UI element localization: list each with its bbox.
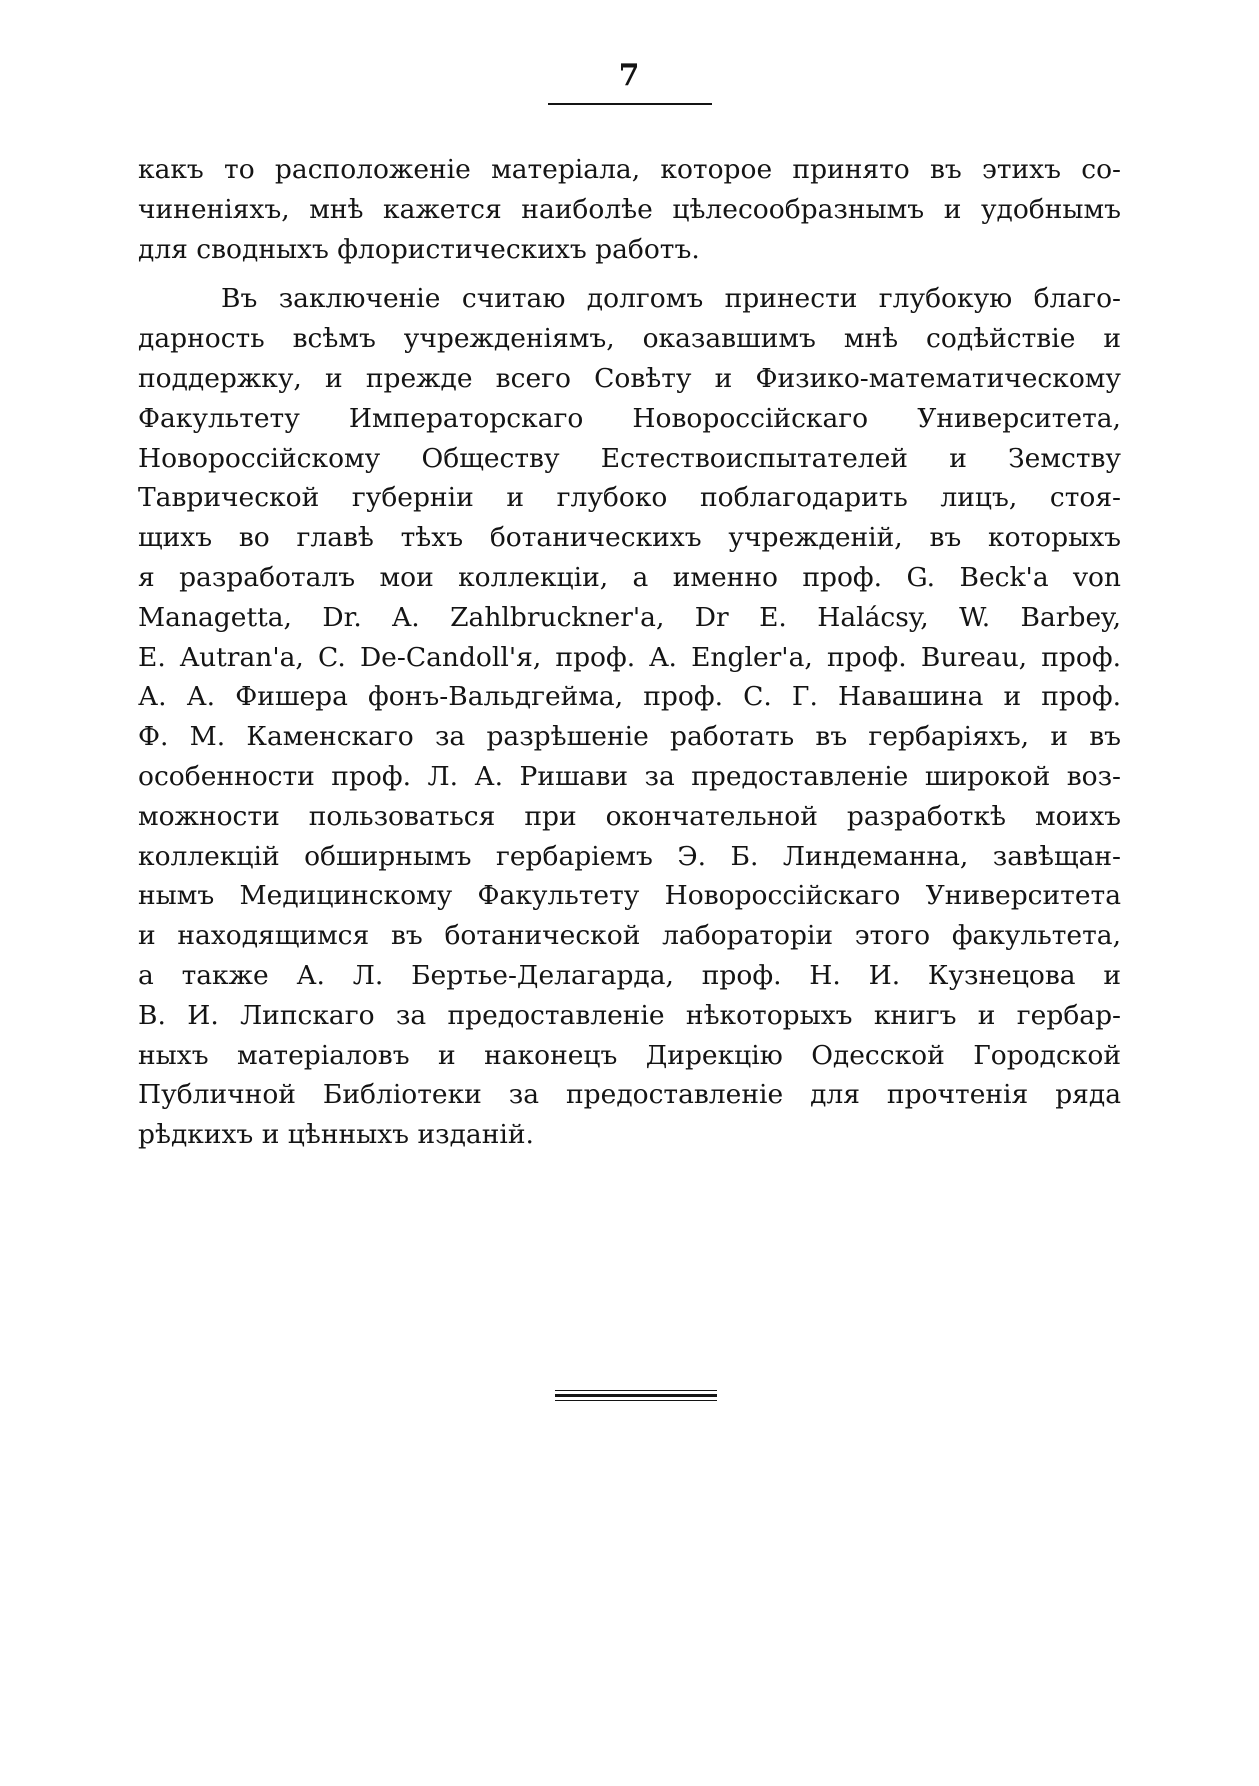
text-line: Публичной Библіотеки за предоставленіе для прочтенія ряда — [138, 1079, 1121, 1111]
text-line: и находящимся въ ботанической лабораторіи этого факультета, — [138, 920, 1121, 952]
end-rule — [555, 1390, 717, 1401]
text-line: Новороссійскому Обществу Естествоиспытателей и Земству — [138, 442, 1121, 474]
text-line: я разработалъ мои коллекціи, а именно проф. G. Beck'a von — [138, 561, 1121, 593]
text-line: а также А. Л. Бертье-Делагарда, проф. Н. И. Кузнецова и — [138, 959, 1121, 991]
text-line: для сводныхъ флористическихъ работъ. — [138, 233, 700, 265]
text-line: можности пользоваться при окончательной разработкѣ моихъ — [138, 800, 1121, 832]
text-line: особенности проф. Л. А. Ришави за предоставленіе широкой воз- — [138, 760, 1121, 792]
end-rule-thin-bottom — [555, 1400, 717, 1401]
text-line: А. А. Фишера фонъ-Вальдгейма, проф. С. Г. Навашина и проф. — [138, 681, 1121, 713]
text-line: Въ заключеніе считаю долгомъ принести глубокую благо- — [221, 283, 1121, 315]
page-number-rule — [548, 103, 712, 105]
text-line: поддержку, и прежде всего Совѣту и Физико-математическому — [138, 362, 1121, 394]
text-line: нымъ Медицинскому Факультету Новороссійскаго Университета — [138, 880, 1121, 912]
end-rule-thin-top — [555, 1390, 717, 1391]
text-line: рѣдкихъ и цѣнныхъ изданій. — [138, 1119, 534, 1151]
text-line: щихъ во главѣ тѣхъ ботаническихъ учрежденій, въ которыхъ — [138, 522, 1121, 554]
paragraph-1 — [138, 150, 1121, 269]
text-line: Факультету Императорскаго Новороссійскаго Университета, — [138, 402, 1121, 434]
text-line: Ф. М. Каменскаго за разрѣшеніе работать въ гербаріяхъ, и въ — [138, 721, 1121, 753]
text-line: чиненіяхъ, мнѣ кажется наиболѣе цѣлесообразнымъ и удобнымъ — [138, 193, 1121, 225]
text-line: В. И. Липскаго за предоставленіе нѣкоторыхъ книгъ и гербар- — [138, 999, 1121, 1031]
body-text — [138, 150, 1121, 1155]
text-line: ныхъ матеріаловъ и наконецъ Дирекцію Одесской Городской — [138, 1039, 1121, 1071]
text-line: какъ то расположеніе матеріала, которое принято въ этихъ со- — [138, 154, 1121, 185]
text-line: дарность всѣмъ учрежденіямъ, оказавшимъ мнѣ содѣйствіе и — [138, 323, 1121, 355]
page-number: 7 — [618, 58, 641, 93]
text-line: коллекцій обширнымъ гербаріемъ Э. Б. Линдеманна, завѣщан- — [138, 840, 1121, 872]
text-line: Managetta, Dr. A. Zahlbruckner'a, Dr E. Halácsy, W. Barbey, — [138, 601, 1121, 633]
text-line: E. Autran'a, C. De-Candoll'я, проф. A. Engler'a, проф. Bureau, проф. — [138, 641, 1121, 673]
text-line: Таврической губерніи и глубоко поблагодарить лицъ, стоя- — [138, 482, 1121, 514]
end-rule-thick — [555, 1394, 717, 1397]
paragraph-2 — [138, 279, 1121, 1155]
